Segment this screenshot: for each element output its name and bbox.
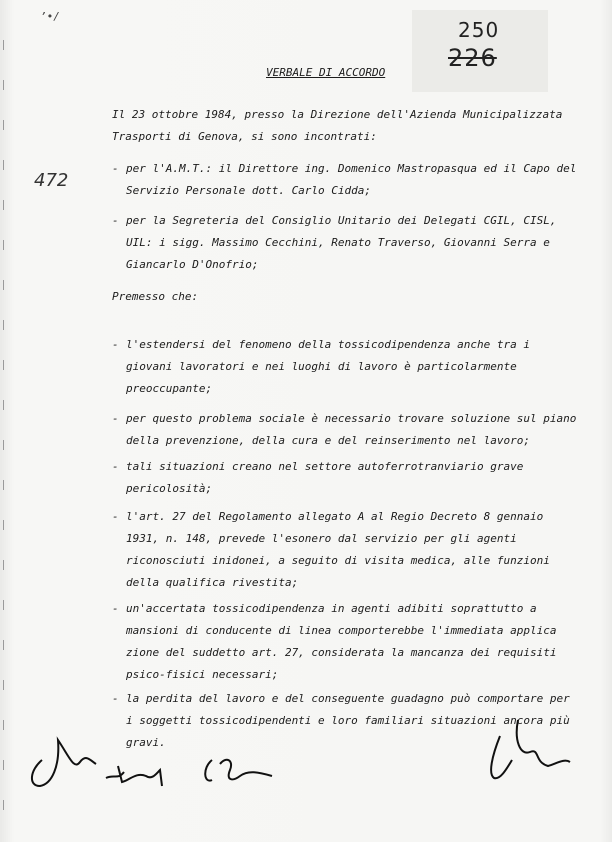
bullet-dash: - xyxy=(112,162,119,175)
bullet-dash: - xyxy=(112,412,119,425)
text-line: Servizio Personale dott. Carlo Cidda; xyxy=(126,184,372,197)
text-line: Giancarlo D'Onofrio; xyxy=(126,258,259,271)
text-line: UIL: i sigg. Massimo Cecchini, Renato Traverso, Giovanni Serra e xyxy=(126,236,550,249)
text-line: zione del suddetto art. 27, considerata la mancanza dei requisiti xyxy=(126,646,557,659)
text-line: giovani lavoratori e nei luoghi di lavoro è particolarmente xyxy=(126,360,517,373)
text-line: tali situazioni creano nel settore autoferrotranviario grave xyxy=(126,460,524,473)
text-line: Il 23 ottobre 1984, presso la Direzione dell'Azienda Municipalizzata xyxy=(112,108,563,121)
bullet-dash: - xyxy=(112,214,119,227)
archive-number-old: 226 xyxy=(448,44,497,72)
handwritten-side-note: 472 xyxy=(34,170,69,191)
signature-1 xyxy=(32,740,96,786)
corner-mark: ’•/ xyxy=(40,10,60,23)
bullet-dash: - xyxy=(112,692,119,705)
archive-number: 250 xyxy=(458,18,500,42)
signature-2 xyxy=(106,766,162,786)
text-line: gravi. xyxy=(126,736,166,749)
bullet-dash: - xyxy=(112,460,119,473)
bullet-dash: - xyxy=(112,338,119,351)
text-line: l'art. 27 del Regolamento allegato A al Regio Decreto 8 gennaio xyxy=(126,510,544,523)
text-line: pericolosità; xyxy=(126,482,213,495)
text-line: Trasporti di Genova, si sono incontrati: xyxy=(112,130,377,143)
text-line: della qualifica rivestita; xyxy=(126,576,299,589)
signatures xyxy=(0,700,612,820)
text-line: la perdita del lavoro e del conseguente guadagno può comportare per xyxy=(126,692,570,705)
text-line: della prevenzione, della cura e del reinserimento nel lavoro; xyxy=(126,434,530,447)
document-title: VERBALE DI ACCORDO xyxy=(266,66,386,79)
text-line: un'accertata tossicodipendenza in agenti adibiti soprattutto a xyxy=(126,602,537,615)
text-line: riconosciuti inidonei, a seguito di visita medica, alle funzioni xyxy=(126,554,550,567)
text-line: preoccupante; xyxy=(126,382,213,395)
text-line: l'estendersi del fenomeno della tossicodipendenza anche tra i xyxy=(126,338,530,351)
text-line: psico-fisici necessari; xyxy=(126,668,279,681)
text-line: per la Segreteria del Consiglio Unitario dei Delegati CGIL, CISL, xyxy=(126,214,557,227)
text-line: 1931, n. 148, prevede l'esonero dal servizio per gli agenti xyxy=(126,532,517,545)
text-line: per l'A.M.T.: il Direttore ing. Domenico Mastropasqua ed il Capo del xyxy=(126,162,577,175)
text-line: per questo problema sociale è necessario trovare soluzione sul piano xyxy=(126,412,577,425)
bullet-dash: - xyxy=(112,510,119,523)
premesso-heading: Premesso che: xyxy=(112,290,199,303)
text-line: mansioni di conducente di linea comporterebbe l'immediata applica xyxy=(126,624,557,637)
text-line: i soggetti tossicodipendenti e loro familiari situazioni ancora più xyxy=(126,714,570,727)
intro-paragraph xyxy=(112,104,562,148)
bullet-dash: - xyxy=(112,602,119,615)
signature-4 xyxy=(491,720,570,778)
signature-3 xyxy=(205,760,272,781)
